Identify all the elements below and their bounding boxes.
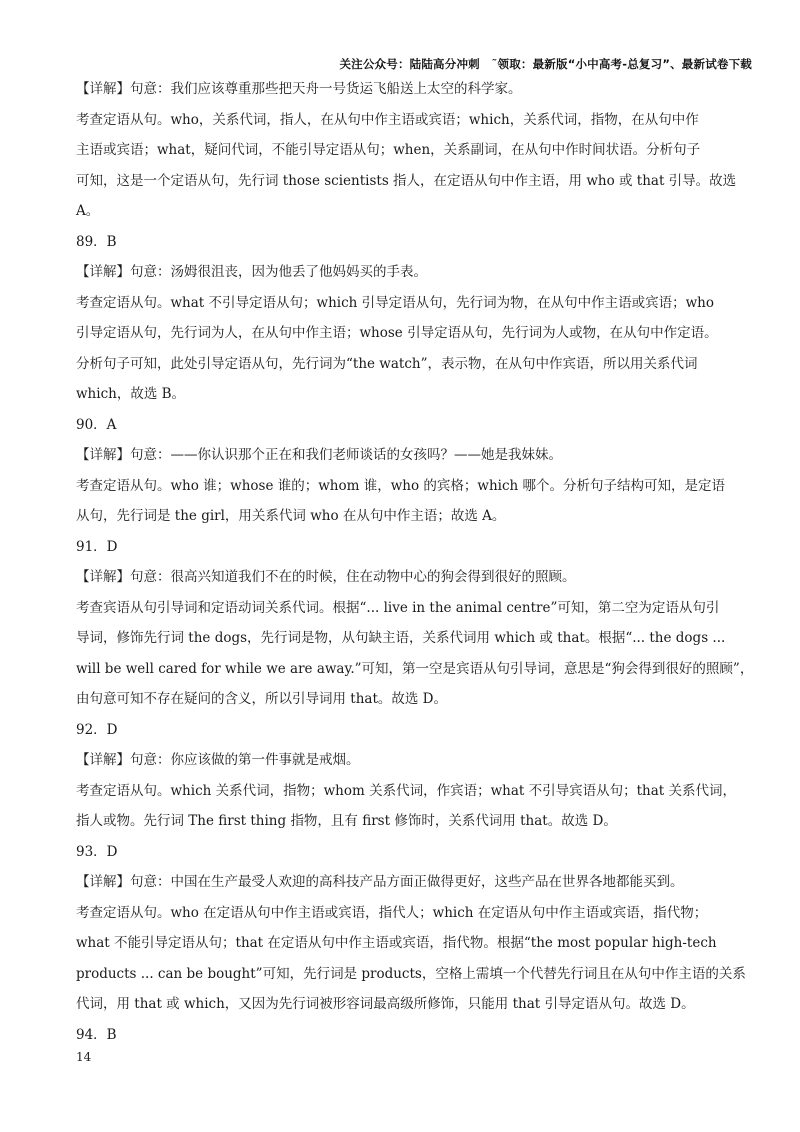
text-line: 从句，先行词是 the girl，用关系代词 who 在从句中作主语；故选 A。 [76, 508, 506, 524]
question-number: 89．B [76, 233, 117, 250]
text-line: 考查定语从句。who，关系代词，指人，在从句中作主语或宾语；which，关系代词，指物，在从句中作 [76, 111, 699, 128]
text-line: 【详解】句意：——你认识那个正在和我们老师谈话的女孩吗？——她是我妹妹。 [76, 447, 562, 463]
text-line: A。 [76, 203, 100, 219]
answer-explanations [76, 74, 754, 1050]
text-line: 【详解】句意：很高兴知道我们不在的时候，住在动物中心的狗会得到很好的照顾。 [76, 569, 576, 585]
question-number: 90．A [76, 416, 117, 433]
text-line: 【详解】句意：中国在生产最受人欢迎的高科技产品方面正做得更好，这些产品在世界各地都能买到。 [76, 874, 684, 890]
text-line: 主语或宾语；what，疑问代词，不能引导定语从句；when，关系副词，在从句中作时间状语。分析句子 [76, 142, 701, 158]
text-line: 分析句子可知，此处引导定语从句，先行词为“the watch”，表示物，在从句中作宾语，所以用关系代词 [76, 355, 698, 372]
text-line: 由句意可知不存在疑问的含义，所以引导词用 that。故选 D。 [76, 691, 447, 707]
text-line: 考查定语从句。who 谁；whose 谁的；whom 谁，who 的宾格；which 哪个。分析句子结构可知，是定语 [76, 477, 726, 494]
text-line: 引导定语从句，先行词为人，在从句中作主语；whose 引导定语从句，先行词为人或物，在从句中作定语。 [76, 325, 718, 341]
question-number: 94．B [76, 1026, 117, 1043]
text-line: 考查定语从句。which 关系代词，指物；whom 关系代词，作宾语；what 不引导宾语从句；that 关系代词， [76, 782, 736, 799]
text-line: 【详解】句意：我们应该尊重那些把天舟一号货运飞船送上太空的科学家。 [76, 81, 522, 97]
question-number: 91．D [76, 538, 118, 555]
question-number: 93．D [76, 843, 118, 860]
text-line: 【详解】句意：你应该做的第一件事就是戒烟。 [76, 752, 360, 768]
text-line: what 不能引导定语从句；that 在定语从句中作主语或宾语，指代物。根据“the most popular high-tech [76, 935, 717, 951]
question-number: 92．D [76, 721, 118, 738]
text-line: 考查宾语从句引导词和定语动词关系代词。根据“... live in the animal centre”可知，第二空为定语从句引 [76, 599, 720, 616]
text-line: 考查定语从句。who 在定语从句中作主语或宾语，指代人；which 在定语从句中作主语或宾语，指代物； [76, 904, 708, 921]
text-line: 代词，用 that 或 which，又因为先行词被形容词最高级所修饰，只能用 that 引导定语从句。故选 D。 [76, 996, 695, 1012]
text-line: 指人或物。先行词 The first thing 指物，且有 first 修饰时，关系代词用 that。故选 D。 [76, 813, 617, 829]
text-line: products ... can be bought”可知，先行词是 products，空格上需填一个代替先行词且在从句中作主语的关系 [76, 965, 746, 982]
page-header-banner: 关注公众号：陆陆高分冲刺 ˜领取：最新版“小中高考-总复习”、最新试卷下载 [339, 57, 752, 71]
text-line: 【详解】句意：汤姆很沮丧，因为他丢了他妈妈买的手表。 [76, 264, 427, 280]
text-line: will be well cared for while we are away.”可知，第一空是宾语从句引导词，意思是“狗会得到很好的照顾”， [76, 660, 754, 677]
text-line: 可知，这是一个定语从句，先行词 those scientists 指人，在定语从句中作主语，用 who 或 that 引导。故选 [76, 172, 737, 189]
text-line: 导词，修饰先行词 the dogs，先行词是物，从句缺主语，关系代词用 which 或 that。根据“... the dogs ... [76, 630, 726, 646]
text-line: which，故选 B。 [76, 386, 186, 402]
text-line: 考查定语从句。what 不引导定语从句；which 引导定语从句，先行词为物，在从句中作主语或宾语；who [76, 294, 715, 311]
page-number: 14 [76, 1050, 92, 1064]
